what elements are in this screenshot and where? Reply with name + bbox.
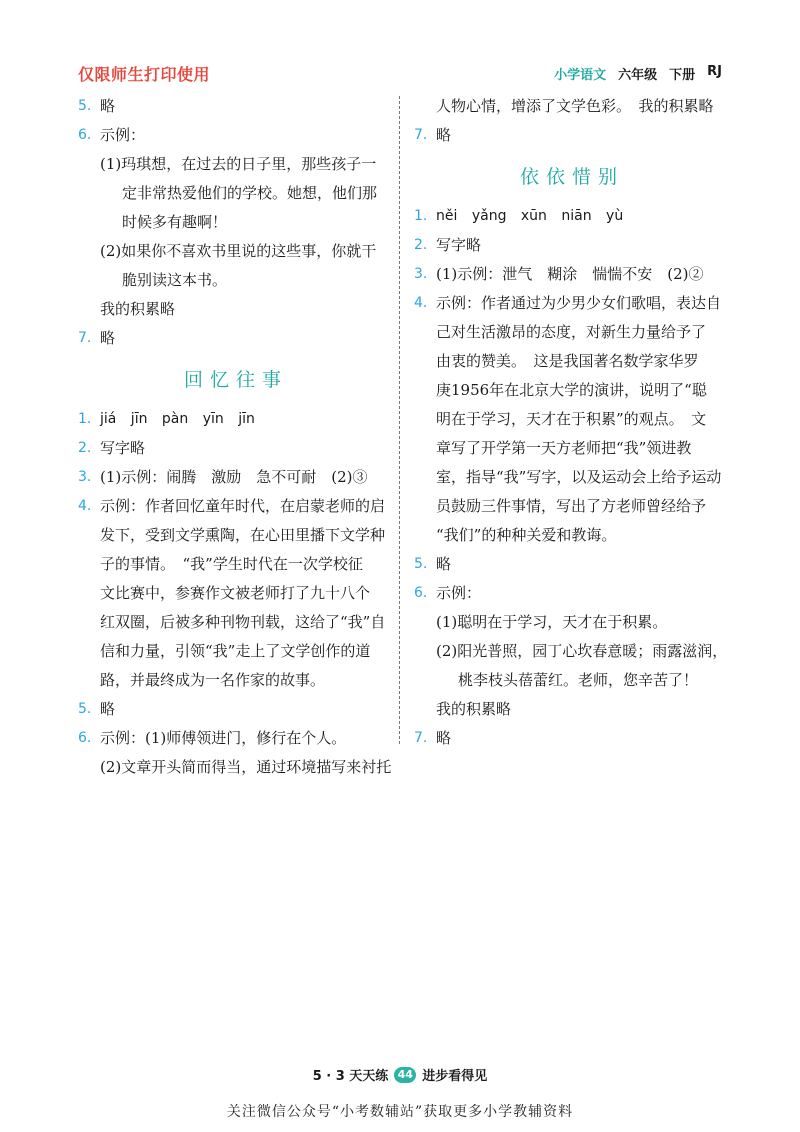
item-text: 略 (100, 700, 116, 718)
text-line: 红双圈，后被多种刊物刊载，这给了“我”自 (100, 613, 386, 631)
item-number: 7. (414, 730, 428, 746)
text-line: 由衷的赞美。 这是我国著名数学家华罗 (436, 352, 699, 370)
item-text: 示例：作者通过为少男少女们歌唱，表达自 (436, 294, 722, 312)
item-number: 6. (78, 730, 92, 746)
item-number: 3. (78, 469, 92, 485)
text-line: 人物心情，增添了文学色彩。 我的积累略 (436, 97, 714, 115)
wechat-notice: 关注微信公众号“小考数辅站”获取更多小学教辅资料 (226, 1104, 574, 1120)
item-number: 5. (78, 98, 92, 114)
text-line: 桃李枝头蓓蕾红。老师，您辛苦了！ (458, 671, 699, 689)
answer-item (414, 724, 730, 753)
text-line: 员鼓励三件事情，写出了方老师曾经给予 (436, 497, 707, 515)
right-column (414, 92, 730, 753)
footer-slogan: 进步看得见 (422, 1069, 488, 1084)
section-title: 依依惜别 (519, 166, 624, 188)
text-line: 发下，受到文学熏陶，在心田里播下文学种 (100, 526, 386, 544)
answer-item (414, 202, 730, 231)
page-number: 44 (394, 1067, 416, 1083)
volume-label: 下册 (669, 68, 696, 83)
item-number: 7. (78, 330, 92, 346)
answer-item (78, 434, 394, 463)
item-text: 略 (100, 97, 116, 115)
pinyin-answer: jiá jīn pàn yīn jīn (100, 411, 255, 427)
text-line: 文比赛中，参赛作文被老师打了九十八个 (100, 584, 371, 602)
item-number: 2. (414, 237, 428, 253)
subject-label: 小学语文 (554, 68, 607, 83)
item-number: 1. (78, 411, 92, 427)
print-notice: 仅限师生打印使用 (78, 65, 211, 84)
section-title: 回忆往事 (183, 369, 288, 391)
column-divider (399, 96, 400, 744)
text-line: 定非常热爱他们的学校。她想，他们那 (122, 184, 378, 202)
item-number: 4. (78, 498, 92, 514)
answer-item (78, 724, 394, 753)
answer-item (78, 405, 394, 434)
item-number: 5. (414, 556, 428, 572)
text-line: (1)聪明在于学习，天才在于积累。 (436, 613, 668, 631)
item-text: 写字略 (100, 439, 146, 457)
page-footer (0, 1065, 800, 1084)
item-number: 4. (414, 295, 428, 311)
text-line: 脆别读这本书。 (122, 271, 228, 289)
item-text: 略 (436, 126, 452, 144)
edition-label: RJ (707, 64, 722, 79)
item-text: 写字略 (436, 236, 482, 254)
answer-item (78, 92, 394, 121)
accumulation-note: 我的积累略 (100, 300, 176, 318)
answer-item (78, 324, 394, 353)
text-line: 室，指导“我”写字，以及运动会上给予运动 (436, 468, 722, 486)
answer-item (78, 121, 394, 150)
answer-item (78, 463, 394, 492)
item-text: 略 (436, 555, 452, 573)
text-line: 庚1956年在北京大学的演讲，说明了“聪 (436, 381, 707, 399)
answer-item (414, 260, 730, 289)
answer-item (414, 121, 730, 150)
answer-item (414, 289, 730, 318)
item-text: 示例：(1)师傅领进门，修行在个人。 (100, 729, 347, 747)
text-line: 己对生活激昂的态度，对新生力量给予了 (436, 323, 707, 341)
accumulation-note: 我的积累略 (436, 700, 512, 718)
text-line: 子的事情。 “我”学生时代在一次学校征 (100, 555, 363, 573)
grade-label: 六年级 (618, 68, 658, 83)
text-line: 信和力量，引领“我”走上了文学创作的道 (100, 642, 371, 660)
answer-item (414, 231, 730, 260)
text-line: 明在于学习，天才在于积累”的观点。 文 (436, 410, 707, 428)
answer-item (414, 579, 730, 608)
item-number: 3. (414, 266, 428, 282)
pinyin-answer: něi yǎng xūn niān yù (436, 208, 624, 224)
book-info (554, 64, 722, 83)
item-text: 示例：作者回忆童年时代，在启蒙老师的启 (100, 497, 386, 515)
item-text: (1)示例：闹腾 激励 急不可耐 (2)③ (100, 468, 368, 486)
left-column (78, 92, 394, 782)
item-text: 略 (100, 329, 116, 347)
item-text: 示例： (436, 584, 482, 602)
text-line: 章写了开学第一天方老师把“我”领进教 (436, 439, 692, 457)
item-number: 6. (414, 585, 428, 601)
series-name: 5 · 3 天天练 (312, 1069, 389, 1084)
answer-item (78, 695, 394, 724)
item-number: 7. (414, 127, 428, 143)
text-line: (1)玛琪想，在过去的日子里，那些孩子一 (100, 155, 377, 173)
item-text: 略 (436, 729, 452, 747)
item-text: (1)示例：泄气 糊涂 惴惴不安 (2)② (436, 265, 704, 283)
text-line: “我们”的种种关爱和教诲。 (436, 526, 617, 544)
answer-item (78, 492, 394, 521)
item-number: 1. (414, 208, 428, 224)
item-number: 2. (78, 440, 92, 456)
answer-item (414, 550, 730, 579)
item-number: 6. (78, 127, 92, 143)
text-line: (2)阳光普照，园丁心坎春意暖；雨露滋润， (436, 642, 728, 660)
text-line: 路，并最终成为一名作家的故事。 (100, 671, 326, 689)
item-number: 5. (78, 701, 92, 717)
text-line: 时候多有趣啊！ (122, 213, 228, 231)
item-text: 示例： (100, 126, 146, 144)
text-line: (2)如果你不喜欢书里说的这些事，你就干 (100, 242, 377, 260)
text-line: (2)文章开头简而得当，通过环境描写来衬托 (100, 758, 392, 776)
